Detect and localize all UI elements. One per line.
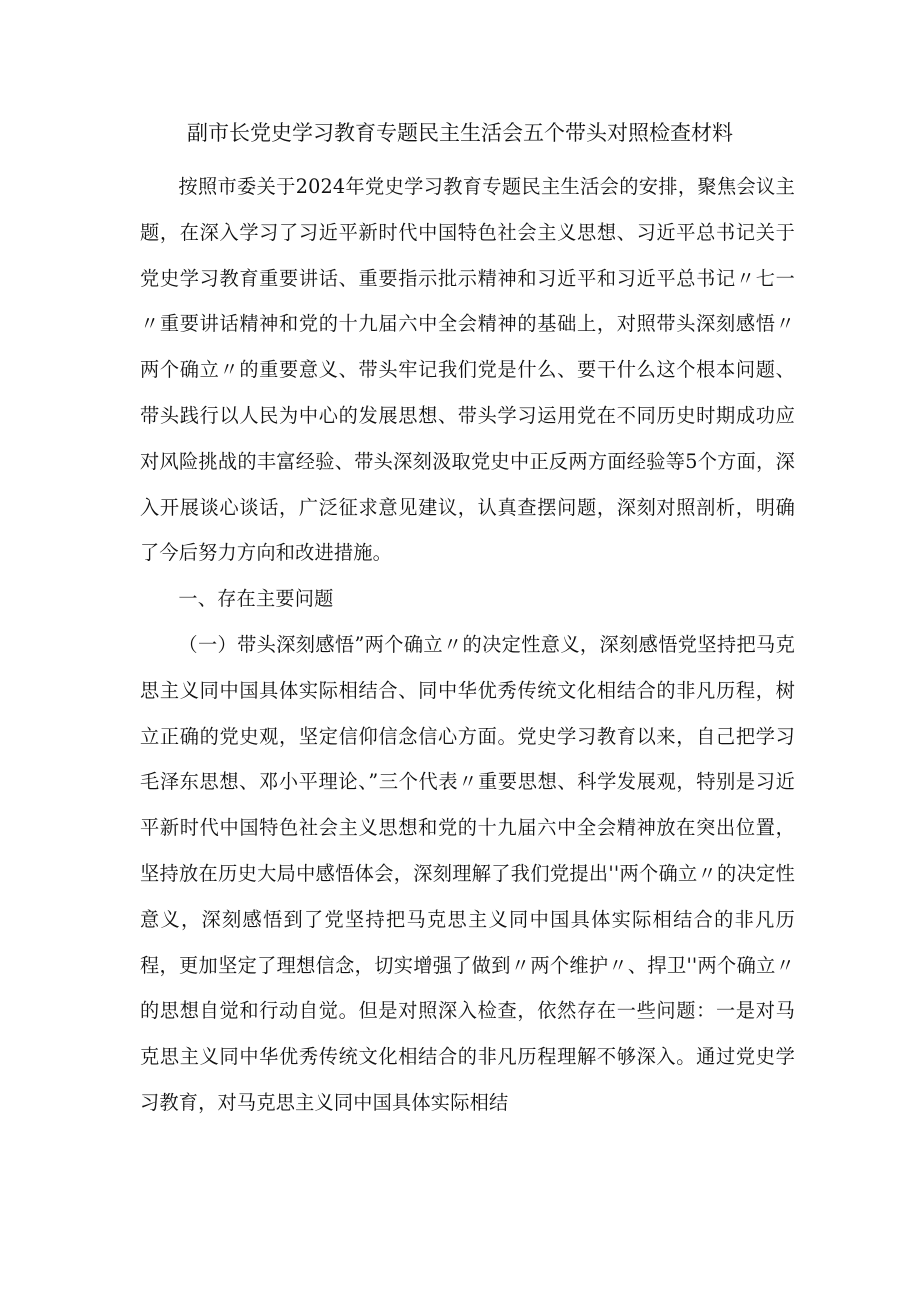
document-body bbox=[140, 164, 795, 1126]
subsection-paragraph: （一）带头深刻感悟”两个确立〃的决定性意义，深刻感悟党坚持把马克思主义同中国具体实际相结合、同中华优秀传统文化相结合的非凡历程，树立正确的党史观，坚定信仰信念信心方面。党史学习教育以来，自己把学习毛泽东思想、邓小平理论、”三个代表〃重要思想、科学发展观，特别是习近平新时代中国特色社会主义思想和党的十九届六中全会精神放在突出位置，坚持放在历史大局中感悟体会，深刻理解了我们党提出''两个确立〃的决定性意义，深刻感悟到了党坚持把马克思主义同中国具体实际相结合的非凡历程，更加坚定了理想信念，切实增强了做到〃两个维护〃、捍卫''两个确立〃的思想自觉和行动自觉。但是对照深入检查，依然存在一些问题：一是对马克思主义同中华优秀传统文化相结合的非凡历程理解不够深入。通过党史学习教育，对马克思主义同中国具体实际相结 bbox=[140, 632, 795, 1114]
section-heading: 一、存在主要问题 bbox=[178, 587, 334, 611]
document-title: 副市长党史学习教育专题民主生活会五个带头对照检查材料 bbox=[187, 121, 733, 145]
intro-paragraph: 按照市委关于2024年党史学习教育专题民主生活会的安排，聚焦会议主题，在深入学习了习近平新时代中国特色社会主义思想、习近平总书记关于党史学习教育重要讲话、重要指示批示精神和习近平和习近平总书记〃七一〃重要讲话精神和党的十九届六中全会精神的基础上，对照带头深刻感悟〃两个确立〃的重要意义、带头牢记我们党是什么、要干什么这个根本问题、带头践行以人民为中心的发展思想、带头学习运用党在不同历史时期成功应对风险挑战的丰富经验、带头深刻汲取党史中正反两方面经验等5个方面，深入开展谈心谈话，广泛征求意见建议，认真查摆问题，深刻对照剖析，明确了今后努力方向和改进措施。 bbox=[140, 175, 795, 565]
